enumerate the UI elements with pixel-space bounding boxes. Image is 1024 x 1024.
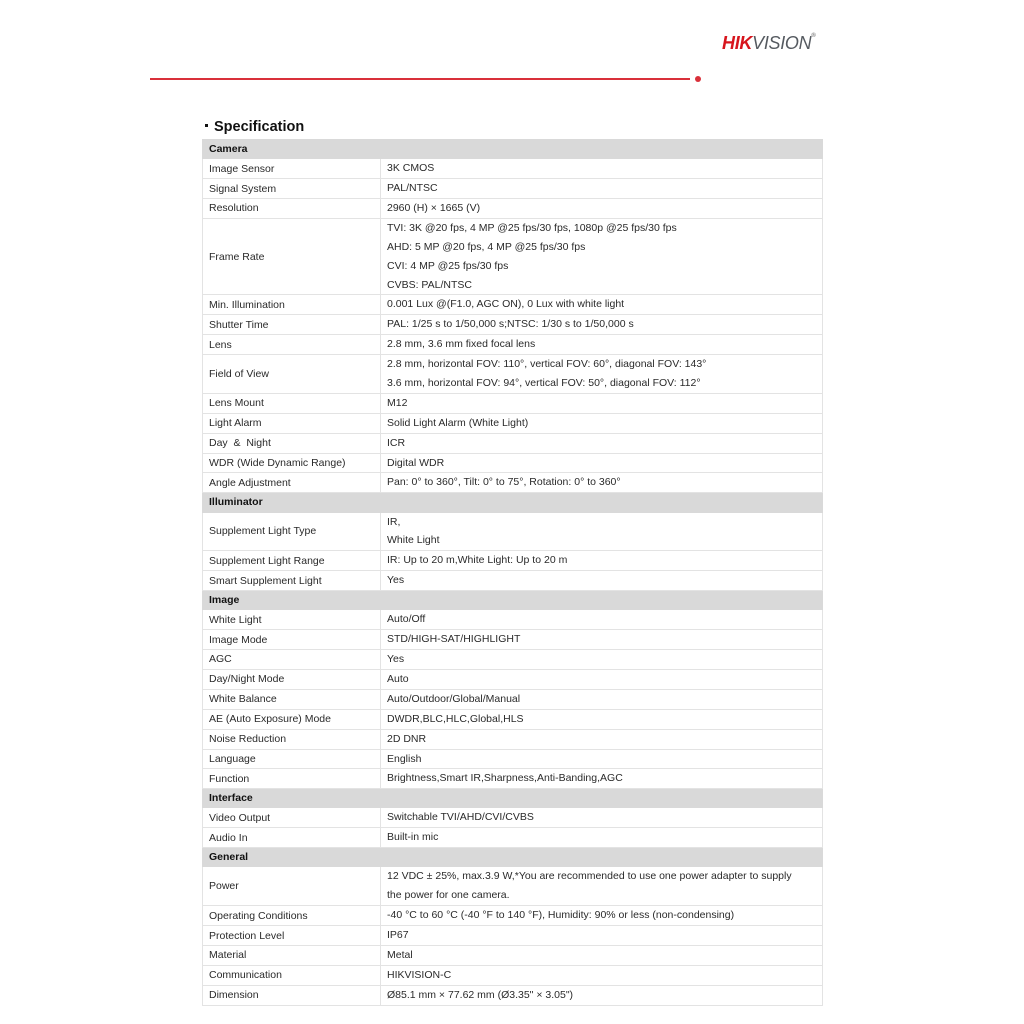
header-divider-line [150, 78, 690, 80]
spec-row [203, 198, 823, 218]
spec-value-line: Auto/Outdoor/Global/Manual [387, 692, 521, 705]
spec-row [203, 179, 823, 199]
group-header-row [203, 789, 823, 808]
spec-value-line: STD/HIGH-SAT/HIGHLIGHT [387, 633, 521, 646]
spec-value-line: 12 VDC ± 25%, max.3.9 W,*You are recommended to use one power adapter to supply [387, 870, 792, 883]
spec-row [203, 669, 823, 689]
spec-row [203, 709, 823, 729]
spec-value-line: Switchable TVI/AHD/CVI/CVBS [387, 811, 534, 824]
spec-row [203, 985, 823, 1005]
spec-row [203, 315, 823, 335]
spec-key: Day/Night Mode [203, 669, 381, 689]
hikvision-logo [722, 33, 815, 54]
spec-row [203, 965, 823, 985]
spec-value [381, 729, 823, 749]
spec-value-line: CVBS: PAL/NTSC [387, 278, 472, 291]
spec-value-line: Ø85.1 mm × 77.62 mm (Ø3.35" × 3.05") [387, 988, 574, 1001]
spec-value [381, 179, 823, 199]
spec-value-line: the power for one camera. [387, 889, 510, 902]
spec-value-line: Auto/Off [387, 613, 426, 626]
group-header: Image [203, 591, 823, 610]
spec-key: AE (Auto Exposure) Mode [203, 709, 381, 729]
spec-key: Noise Reduction [203, 729, 381, 749]
section-title [205, 119, 304, 135]
spec-key: Light Alarm [203, 413, 381, 433]
group-header: General [203, 848, 823, 867]
spec-value-line: TVI: 3K @20 fps, 4 MP @25 fps/30 fps, 1080p @25 fps/30 fps [387, 221, 677, 234]
spec-value-line: Solid Light Alarm (White Light) [387, 416, 529, 429]
spec-value [381, 965, 823, 985]
spec-value-line: 2.8 mm, horizontal FOV: 110°, vertical FOV: 60°, diagonal FOV: 143° [387, 358, 707, 371]
group-header: Illuminator [203, 493, 823, 512]
spec-key: Image Mode [203, 630, 381, 650]
spec-value [381, 295, 823, 315]
spec-value-line: PAL/NTSC [387, 182, 438, 195]
bullet-icon [205, 124, 208, 127]
spec-key: Min. Illumination [203, 295, 381, 315]
spec-value-line: HIKVISION-C [387, 968, 452, 981]
spec-value-line: 0.001 Lux @(F1.0, AGC ON), 0 Lux with white light [387, 298, 625, 311]
spec-value-line: Yes [387, 653, 405, 666]
spec-key: Shutter Time [203, 315, 381, 335]
spec-value [381, 355, 823, 394]
spec-value-line: 2D DNR [387, 732, 427, 745]
spec-key: AGC [203, 650, 381, 670]
spec-value [381, 512, 823, 551]
logo-vision: VISION [752, 33, 812, 53]
spec-value [381, 473, 823, 493]
spec-row [203, 769, 823, 789]
spec-row [203, 453, 823, 473]
spec-row [203, 551, 823, 571]
spec-row [203, 906, 823, 926]
spec-row [203, 650, 823, 670]
spec-row [203, 473, 823, 493]
spec-key: Supplement Light Range [203, 551, 381, 571]
spec-value [381, 315, 823, 335]
spec-key: Supplement Light Type [203, 512, 381, 551]
spec-row [203, 159, 823, 179]
spec-value [381, 985, 823, 1005]
logo-hik: HIK [722, 33, 753, 53]
spec-value [381, 551, 823, 571]
group-header-row [203, 848, 823, 867]
spec-value-line: Metal [387, 949, 413, 961]
section-title-text: Specification [214, 119, 305, 135]
spec-key: Image Sensor [203, 159, 381, 179]
spec-row [203, 808, 823, 828]
spec-value [381, 393, 823, 413]
spec-row [203, 749, 823, 769]
spec-value-line: ICR [387, 436, 406, 449]
spec-key: Language [203, 749, 381, 769]
spec-key: Protection Level [203, 926, 381, 946]
spec-value-line: Pan: 0° to 360°, Tilt: 0° to 75°, Rotation: 0° to 360° [387, 476, 621, 489]
spec-key: Operating Conditions [203, 906, 381, 926]
spec-key: Material [203, 946, 381, 966]
spec-value [381, 867, 823, 906]
header-divider-dot [695, 76, 701, 82]
spec-row [203, 946, 823, 966]
spec-value [381, 808, 823, 828]
group-header: Interface [203, 789, 823, 808]
group-header: Camera [203, 140, 823, 159]
spec-row [203, 630, 823, 650]
spec-value-line: White Light [387, 534, 440, 547]
group-header-row [203, 493, 823, 512]
spec-key: Signal System [203, 179, 381, 199]
spec-value [381, 335, 823, 355]
spec-value [381, 198, 823, 218]
spec-key: WDR (Wide Dynamic Range) [203, 453, 381, 473]
spec-value [381, 630, 823, 650]
spec-value-line: DWDR,BLC,HLC,Global,HLS [387, 712, 524, 725]
spec-value-line: AHD: 5 MP @20 fps, 4 MP @25 fps/30 fps [387, 240, 586, 253]
spec-key: White Balance [203, 689, 381, 709]
spec-value-line: Brightness,Smart IR,Sharpness,Anti-Banding,AGC [387, 772, 623, 785]
spec-key: Resolution [203, 198, 381, 218]
spec-row [203, 433, 823, 453]
spec-row [203, 335, 823, 355]
spec-key: Dimension [203, 985, 381, 1005]
spec-key: Communication [203, 965, 381, 985]
group-header-row [203, 140, 823, 159]
spec-value [381, 828, 823, 848]
spec-value [381, 159, 823, 179]
spec-value [381, 689, 823, 709]
spec-key: Lens [203, 335, 381, 355]
spec-value [381, 610, 823, 630]
registered-mark: ® [811, 33, 816, 39]
spec-key: Field of View [203, 355, 381, 394]
spec-value-line: 3K CMOS [387, 162, 435, 175]
spec-key: Power [203, 867, 381, 906]
spec-value [381, 906, 823, 926]
spec-key: Lens Mount [203, 393, 381, 413]
spec-row [203, 295, 823, 315]
spec-value-line: CVI: 4 MP @25 fps/30 fps [387, 259, 509, 272]
spec-value-line: IP67 [387, 929, 409, 942]
spec-value-line: PAL: 1/25 s to 1/50,000 s;NTSC: 1/30 s to 1/50,000 s [387, 318, 634, 331]
spec-key: Frame Rate [203, 218, 381, 295]
spec-row [203, 867, 823, 906]
spec-row [203, 689, 823, 709]
spec-value-line: Built-in mic [387, 831, 439, 844]
spec-value [381, 769, 823, 789]
spec-value-line: 2.8 mm, 3.6 mm fixed focal lens [387, 338, 536, 351]
spec-value [381, 571, 823, 591]
spec-value-line: IR, [387, 515, 401, 528]
spec-value [381, 709, 823, 729]
spec-value [381, 946, 823, 966]
spec-value-line: Yes [387, 574, 405, 587]
spec-row [203, 729, 823, 749]
spec-value-line: 3.6 mm, horizontal FOV: 94°, vertical FOV: 50°, diagonal FOV: 112° [387, 376, 701, 389]
spec-value-line: Auto [387, 672, 409, 685]
spec-row [203, 218, 823, 295]
spec-value [381, 413, 823, 433]
spec-row [203, 355, 823, 394]
spec-value-line: English [387, 752, 422, 765]
spec-key: Day & Night [203, 433, 381, 453]
spec-row [203, 828, 823, 848]
spec-value-line: -40 °C to 60 °C (-40 °F to 140 °F), Humidity: 90% or less (non-condensing) [387, 909, 735, 922]
spec-value [381, 433, 823, 453]
spec-value-line: IR: Up to 20 m,White Light: Up to 20 m [387, 554, 568, 567]
spec-value [381, 218, 823, 295]
spec-row [203, 926, 823, 946]
spec-key: Video Output [203, 808, 381, 828]
spec-key: White Light [203, 610, 381, 630]
spec-value-line: M12 [387, 396, 408, 409]
spec-row [203, 571, 823, 591]
spec-row [203, 413, 823, 433]
spec-key: Smart Supplement Light [203, 571, 381, 591]
spec-value-line: 2960 (H) × 1665 (V) [387, 201, 481, 214]
group-header-row [203, 591, 823, 610]
spec-value [381, 669, 823, 689]
spec-key: Audio In [203, 828, 381, 848]
specification-table [202, 139, 823, 1006]
spec-value [381, 749, 823, 769]
spec-row [203, 393, 823, 413]
spec-row [203, 610, 823, 630]
spec-key: Function [203, 769, 381, 789]
spec-value [381, 453, 823, 473]
spec-row [203, 512, 823, 551]
spec-value [381, 650, 823, 670]
spec-key: Angle Adjustment [203, 473, 381, 493]
spec-value [381, 926, 823, 946]
spec-value-line: Digital WDR [387, 456, 445, 469]
